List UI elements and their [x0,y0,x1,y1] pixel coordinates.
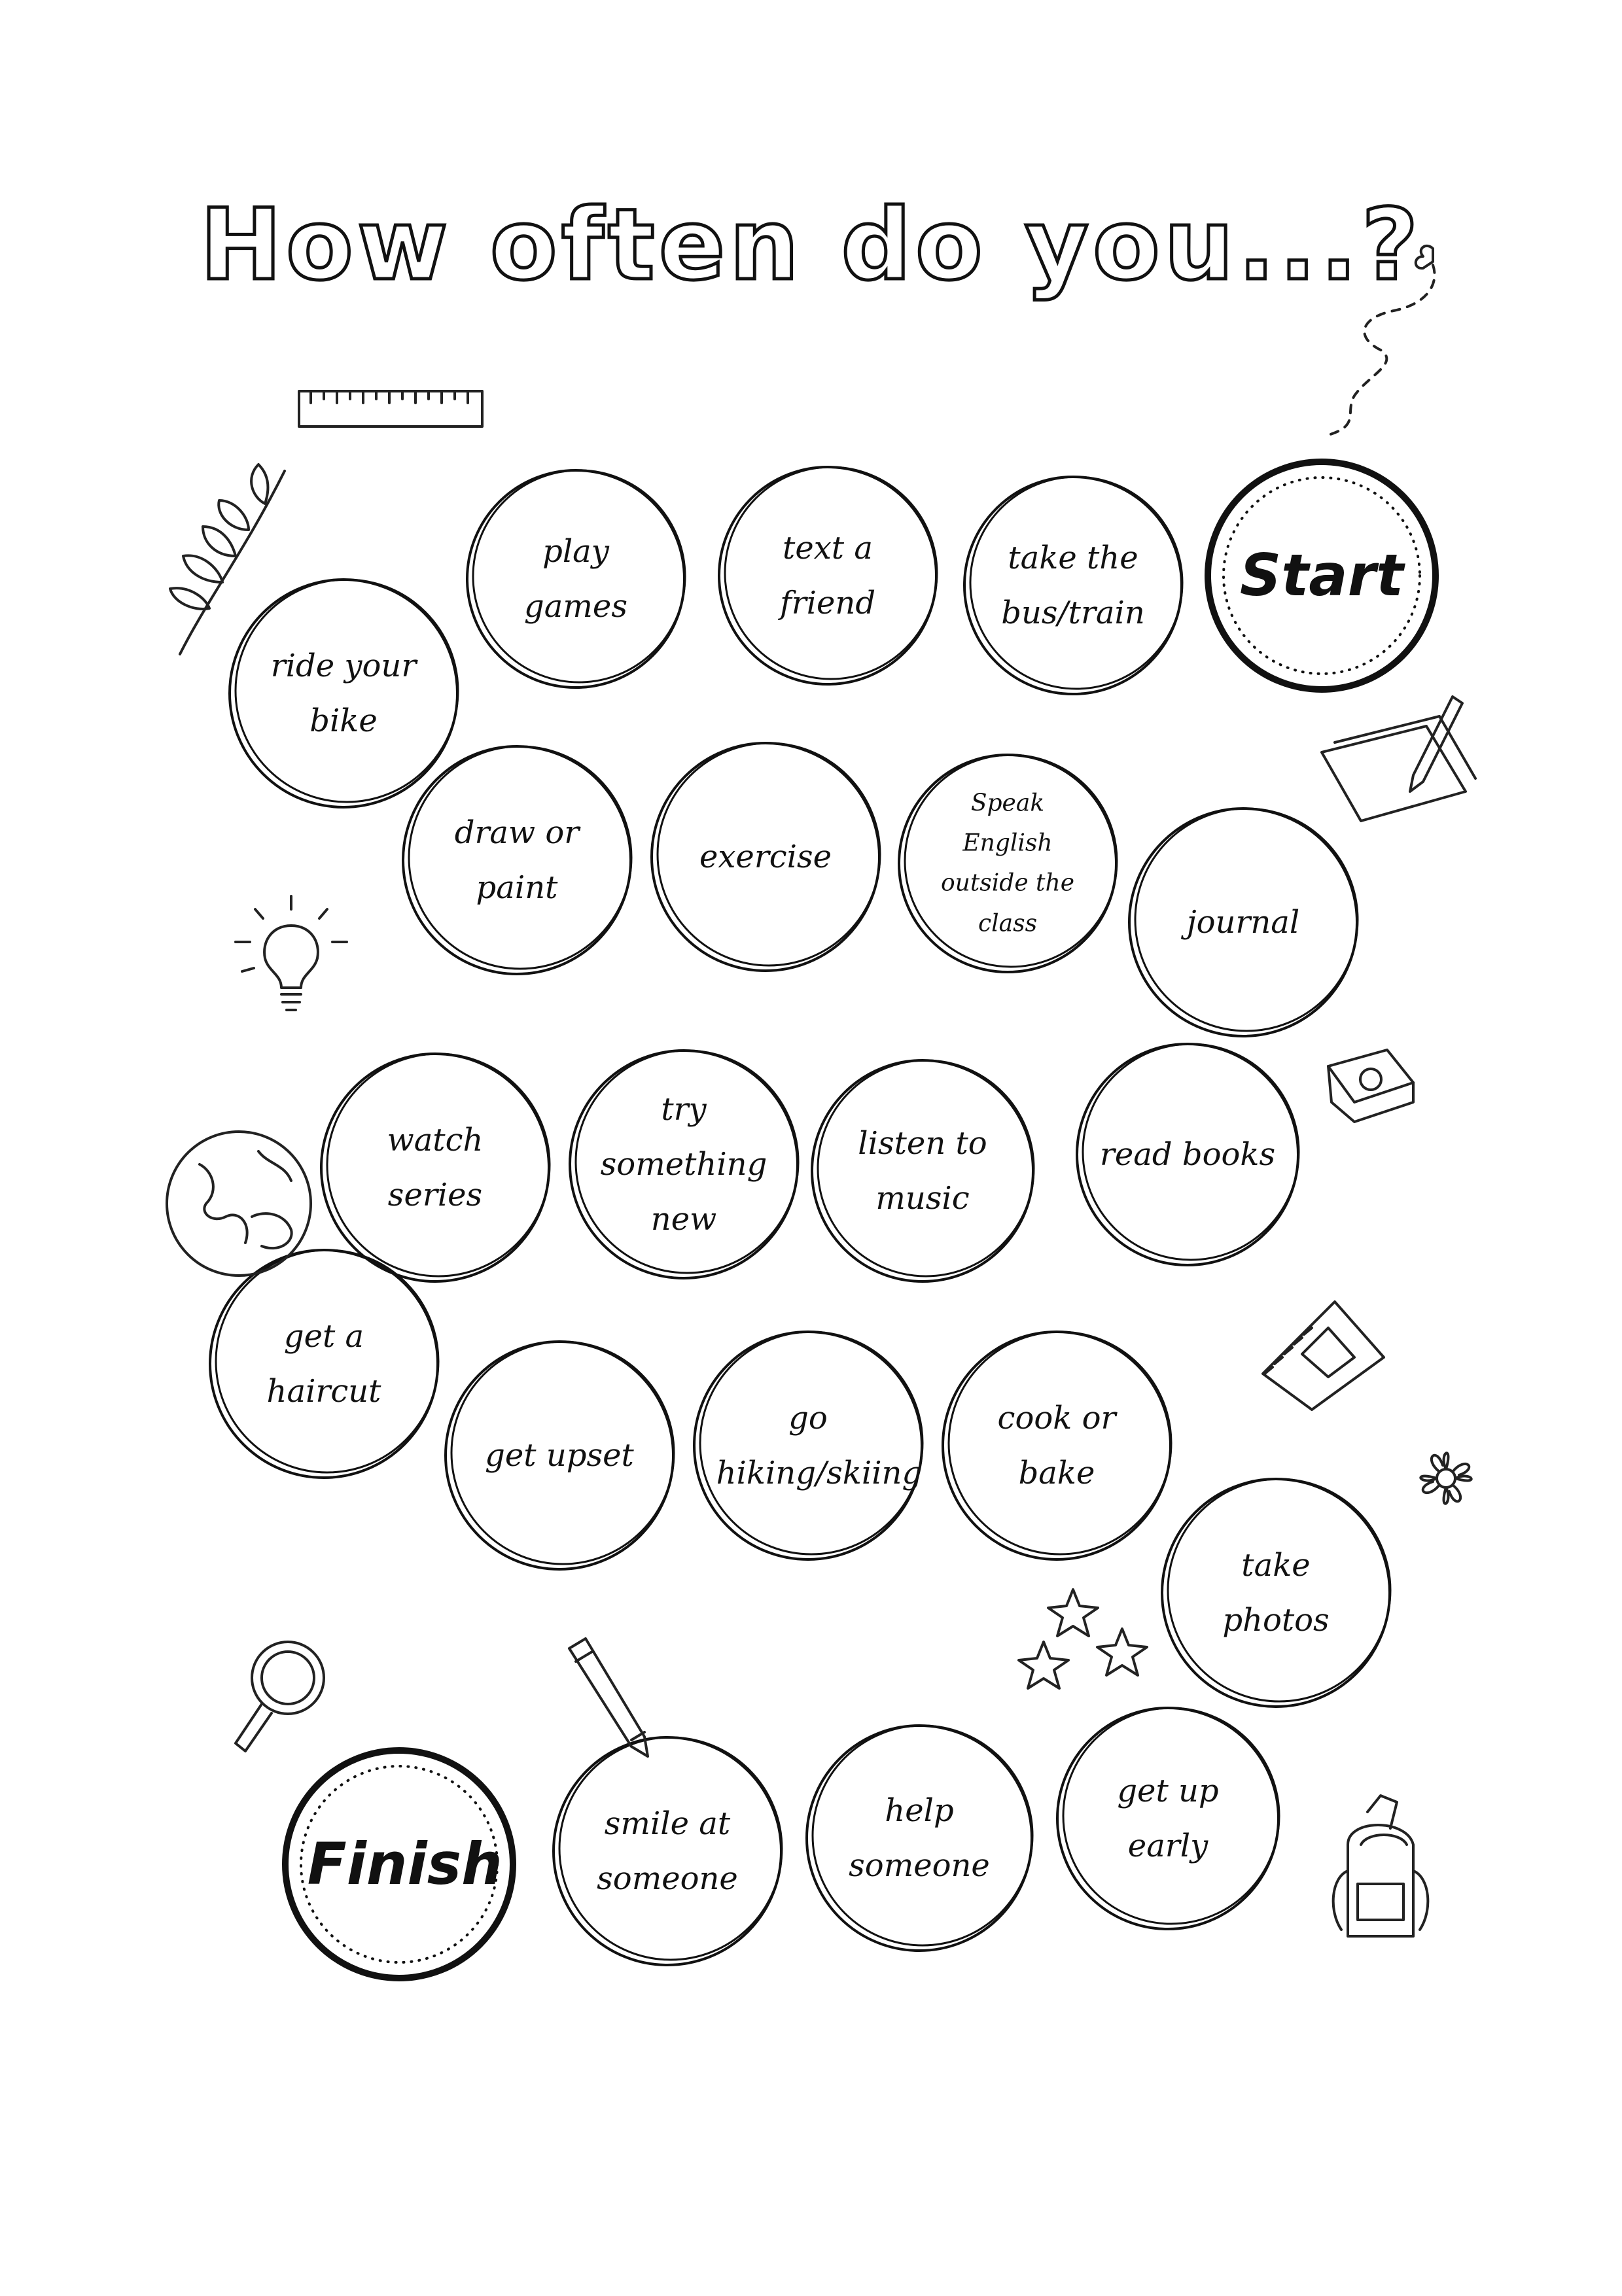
board-space-label: cook or bake [997,1400,1116,1491]
board-space-label: ride your bike [270,648,417,739]
magnifier-icon [226,1635,330,1766]
board-space-label: text a friend [779,530,876,621]
board-space [463,466,688,691]
butterfly-icon [1276,235,1466,458]
board-space [399,742,635,978]
board-space [442,1338,677,1573]
board-space [1073,1040,1302,1269]
board-space [961,473,1186,698]
board-space-label: Speak English outside the class [940,790,1075,937]
board-space [566,1047,802,1282]
board-space-label: play games [524,533,627,625]
board-space [1053,1704,1282,1933]
board-space-label: draw or paint [454,814,580,906]
board-space-label: take the bus/train [1001,540,1145,631]
board-space-label: help someone [849,1792,990,1884]
ruler-icon [298,387,484,430]
start-space [1204,458,1439,693]
board-space [808,1056,1037,1285]
board-space-label: go hiking/skiing [716,1400,923,1491]
page-title: How often do you...? [200,188,1422,302]
board-space [803,1722,1036,1955]
board-space [550,1733,785,1969]
board-space-label: get a haircut [266,1318,381,1410]
board-space [895,751,1120,976]
start-space-label: Start [1239,542,1404,609]
board-space [939,1328,1174,1563]
board-space-label: journal [1186,904,1300,941]
board-space-label: try something new [600,1091,767,1238]
board-space [715,463,940,688]
stars-icon [1008,1583,1158,1714]
pencil-icon [559,1635,658,1760]
board-space-label: read books [1099,1136,1276,1173]
board-space [690,1328,926,1563]
globe-icon [160,1125,317,1282]
board-space-label: take photos [1222,1547,1330,1639]
board-space-label: listen to music [858,1125,987,1217]
board-space-label: watch series [387,1122,484,1213]
backpack-icon [1322,1792,1439,1943]
board-space-label: smile at someone [597,1805,738,1897]
finish-space [281,1747,517,1982]
notebook-icon [1256,1295,1387,1413]
leaf-branch-icon [167,458,298,654]
board-space-label: get upset [485,1437,634,1474]
board-space [1125,805,1361,1040]
board-space-label: exercise [699,839,832,875]
board-space [1158,1475,1394,1711]
flower-icon [1407,1439,1485,1518]
board-space [648,739,883,975]
paper-pencil-icon [1315,693,1479,824]
finish-space-label: Finish [307,1830,502,1898]
board-space-label: get up early [1117,1773,1219,1864]
lightbulb-icon [229,890,353,1014]
pencil-sharpener-icon [1322,1047,1420,1125]
